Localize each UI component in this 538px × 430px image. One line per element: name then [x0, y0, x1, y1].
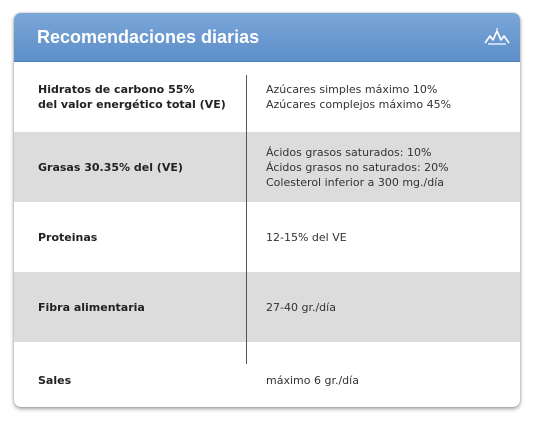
card-header — [14, 13, 520, 62]
row-value — [266, 342, 516, 407]
row-value — [266, 272, 516, 342]
row-label — [38, 202, 243, 272]
row-value-line: Azúcares simples máximo 10% — [266, 83, 438, 96]
row-value — [266, 132, 516, 202]
column-divider — [246, 75, 247, 364]
row-label-line: del valor energético total (VE) — [38, 98, 226, 111]
table-row-salts — [14, 342, 520, 407]
row-label — [38, 272, 243, 342]
row-value-line: máximo 6 gr./día — [266, 373, 359, 387]
row-label-line: Hidratos de carbono 55% — [38, 83, 195, 96]
row-value-line: 27-40 gr./día — [266, 300, 336, 314]
row-label-line: Proteinas — [38, 230, 98, 244]
row-label — [38, 132, 243, 202]
row-value-line: 12-15% del VE — [266, 230, 347, 244]
recommendations-card — [14, 13, 520, 407]
nutrition-table — [14, 62, 520, 407]
row-label-line: Fibra alimentaria — [38, 300, 145, 314]
page-title: Recomendaciones diarias — [37, 27, 260, 47]
table-row-fats — [14, 132, 520, 202]
row-value-line: Azúcares complejos máximo 45% — [266, 98, 452, 111]
row-value-line: Ácidos grasos no saturados: 20% — [266, 160, 449, 174]
row-value — [266, 202, 516, 272]
table-row-carbohydrates — [14, 62, 520, 132]
row-label — [38, 62, 243, 132]
row-label — [38, 342, 243, 407]
row-value-line: Colesterol inferior a 300 mg./día — [266, 175, 445, 189]
table-row-proteins — [14, 202, 520, 272]
row-value — [266, 62, 516, 132]
row-label-line: Sales — [38, 373, 72, 387]
table-row-fiber — [14, 272, 520, 342]
spark-logo-icon — [484, 27, 510, 45]
row-value-line: Ácidos grasos saturados: 10% — [266, 145, 432, 159]
row-label-line: Grasas 30.35% del (VE) — [38, 160, 183, 174]
